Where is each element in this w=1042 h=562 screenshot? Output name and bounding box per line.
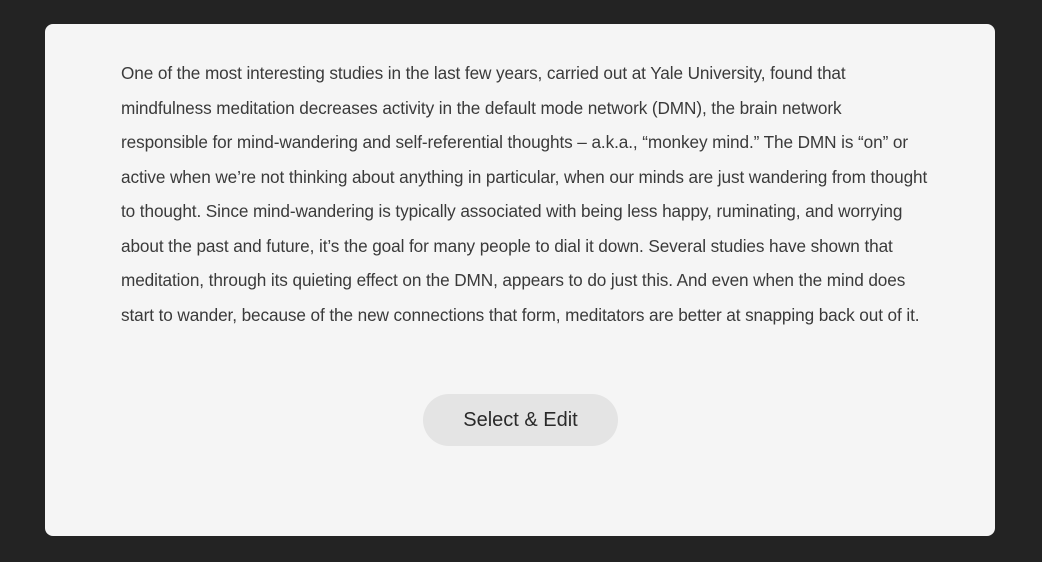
select-edit-button[interactable]: Select & Edit [423, 394, 618, 446]
article-paragraph: One of the most interesting studies in the last few years, carried out at Yale University, found that mindfulness meditation decreases activity in the default mode network (DMN), the brain network responsible for mind-wandering and self-referential thoughts – a.k.a., “monkey mind.” The DMN is “on” or active when we’re not thinking about anything in particular, when our minds are just wandering from thought to thought. Since mind-wandering is typically associated with being less happy, ruminating, and worrying about the past and future, it’s the goal for many people to dial it down. Several studies have shown that meditation, through its quieting effect on the DMN, appears to do just this. And even when the mind does start to wander, because of the new connections that form, meditators are better at snapping back out of it. [121, 63, 928, 325]
content-card [45, 24, 995, 536]
